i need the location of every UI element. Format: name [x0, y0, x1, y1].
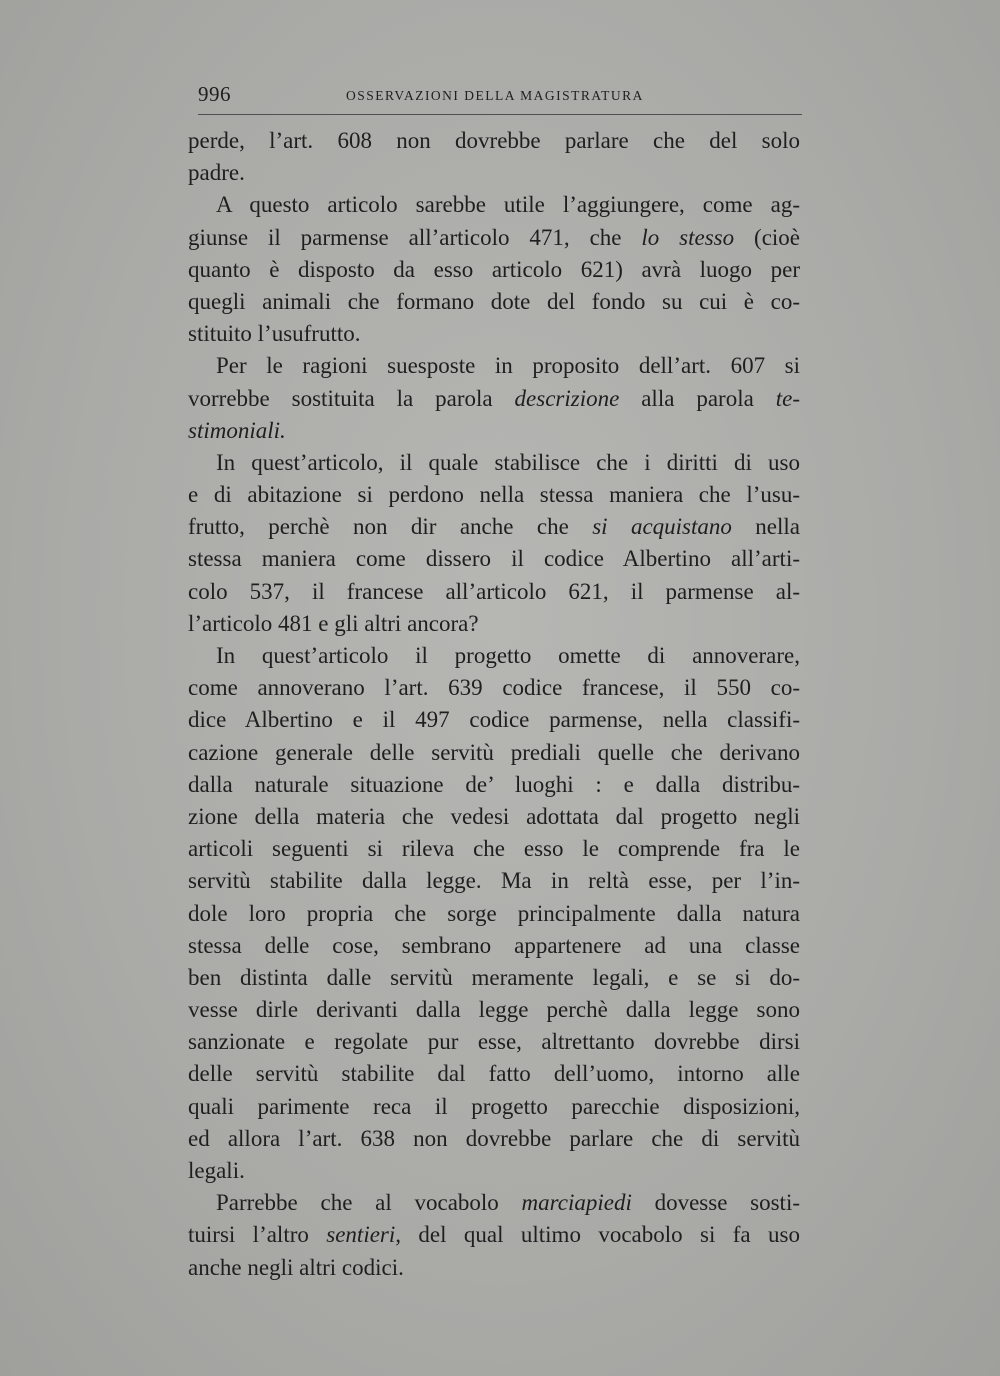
text-line: anche negli altri codici.: [188, 1254, 404, 1280]
text-line: In quest’articolo, il quale stabilisce che i diritti di uso: [216, 449, 800, 475]
text-line: come annoverano l’art. 639 codice francese, il 550 co-: [188, 675, 800, 701]
page-header: [198, 82, 800, 112]
text-line: vorrebbe sostituita la parola descrizione alla parola te-: [188, 385, 800, 411]
text-line: dalla naturale situazione de’ luoghi : e dalla distribu-: [188, 771, 800, 797]
text-line: perde, l’art. 608 non dovrebbe parlare che del solo: [188, 128, 800, 153]
text-line: zione della materia che vedesi adottata dal progetto negli: [188, 803, 800, 829]
text-line: vesse dirle derivanti dalla legge perchè dalla legge sono: [188, 997, 800, 1023]
text-line: articoli seguenti si rileva che esso le comprende fra le: [188, 836, 800, 862]
text-line: dole loro propria che sorge principalmente dalla natura: [188, 900, 800, 926]
text-line: cazione generale delle servitù prediali quelle che derivano: [188, 739, 800, 765]
text-line: stessa maniera come dissero il codice Albertino all’arti-: [188, 546, 800, 572]
header-rule: [198, 114, 802, 115]
text-line: tuirsi l’altro sentieri, del qual ultimo vocabolo si fa uso: [188, 1222, 800, 1248]
text-line: quegli animali che formano dote del fondo su cui è co-: [188, 288, 800, 314]
text-line: Parrebbe che al vocabolo marciapiedi dovesse sosti-: [216, 1190, 800, 1216]
text-line: ed allora l’art. 638 non dovrebbe parlare che di servitù: [188, 1125, 800, 1151]
text-line: stituito l’usufrutto.: [188, 321, 361, 347]
text-line: stimoniali.: [188, 417, 286, 443]
text-line: sanzionate e regolate pur esse, altrettanto dovrebbe dirsi: [188, 1029, 800, 1055]
text-line: stessa delle cose, sembrano appartenere ad una classe: [188, 932, 800, 958]
text-line: servitù stabilite dalla legge. Ma in reltà esse, per l’in-: [188, 868, 800, 894]
page-number: 996: [198, 82, 231, 106]
text-line: l’articolo 481 e gli altri ancora?: [188, 610, 479, 636]
text-line: e di abitazione si perdono nella stessa maniera che l’usu-: [188, 482, 800, 508]
text-line: delle servitù stabilite dal fatto dell’uomo, intorno alle: [188, 1061, 800, 1087]
text-line: frutto, perchè non dir anche che si acquistano nella: [188, 514, 800, 540]
text-line: legali.: [188, 1158, 245, 1183]
text-line: giunse il parmense all’articolo 471, che lo stesso (cioè: [188, 224, 801, 250]
text-line: A questo articolo sarebbe utile l’aggiungere, come ag-: [216, 192, 800, 218]
text-line: colo 537, il francese all’articolo 621, il parmense al-: [188, 578, 800, 604]
body-text: [188, 125, 800, 1284]
running-head: OSSERVAZIONI DELLA MAGISTRATURA: [346, 88, 644, 103]
text-line: dice Albertino e il 497 codice parmense, nella classifi-: [188, 707, 800, 733]
text-line: Per le ragioni suesposte in proposito dell’art. 607 si: [216, 353, 800, 379]
text-line: padre.: [188, 160, 245, 186]
text-line: quali parimente reca il progetto parecchie disposizioni,: [188, 1093, 800, 1119]
text-line: ben distinta dalle servitù meramente legali, e se si do-: [188, 964, 800, 990]
text-line: quanto è disposto da esso articolo 621) avrà luogo per: [188, 256, 800, 282]
text-line: In quest’articolo il progetto omette di annoverare,: [216, 643, 800, 668]
